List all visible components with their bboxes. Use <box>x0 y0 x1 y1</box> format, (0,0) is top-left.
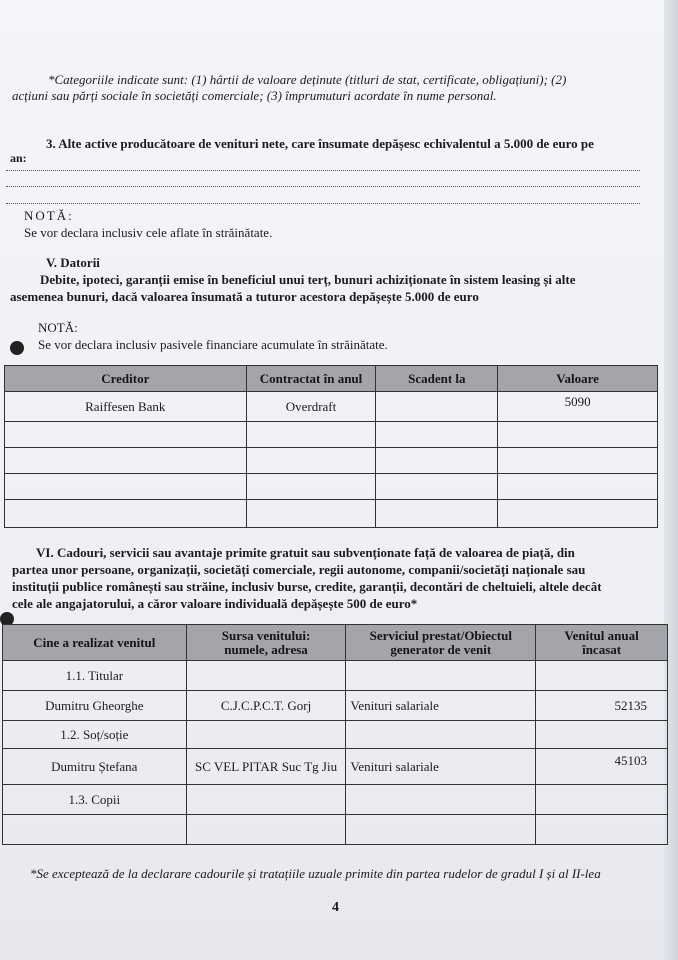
cell-venit <box>536 661 668 691</box>
header-scadent: Scadent la <box>376 366 498 392</box>
income-table <box>2 624 668 845</box>
dotted-line-3 <box>6 203 640 204</box>
cell-sursa <box>186 661 346 691</box>
header-serviciul: Serviciul prestat/Obiectul generator de venit <box>346 625 536 661</box>
cell-valoare <box>498 422 658 448</box>
cell-contractat <box>246 422 376 448</box>
table-row <box>5 474 658 500</box>
cell-creditor: Raiffesen Bank <box>5 392 247 422</box>
nota1-label: NOTĂ: <box>24 208 74 223</box>
cell-scadent <box>376 500 498 528</box>
cell-contractat: Overdraft <box>246 392 376 422</box>
nota2-label: NOTĂ: <box>38 320 78 335</box>
table-row <box>3 785 668 815</box>
cell-sursa: SC VEL PITAR Suc Tg Jiu <box>186 749 346 785</box>
cell-serviciul <box>346 785 536 815</box>
cell-valoare <box>498 474 658 500</box>
table-row <box>3 661 668 691</box>
cell-venit: 45103 <box>536 749 668 785</box>
section5-line1: Debite, ipoteci, garanții emise în beneficiul unui terț, bunuri achiziționate în sistem leasing și alte <box>40 272 576 287</box>
dotted-line-1 <box>6 170 640 171</box>
cell-scadent <box>376 392 498 422</box>
cell-contractat <box>246 500 376 528</box>
cell-cine: 1.2. Soț/soție <box>3 721 187 749</box>
cell-cine: Dumitru Gheorghe <box>3 691 187 721</box>
cell-creditor <box>5 500 247 528</box>
categories-note-line1: *Categoriile indicate sunt: (1) hârtii de valoare deținute (titluri de stat, certificate, obligațiuni); (2) <box>48 72 567 87</box>
cell-cine: Dumitru Ștefana <box>3 749 187 785</box>
table-row <box>3 749 668 785</box>
cell-serviciul: Venituri salariale <box>346 749 536 785</box>
cell-creditor <box>5 474 247 500</box>
header-sursa: Sursa venitului: numele, adresa <box>186 625 346 661</box>
section3-title-line1: 3. Alte active producătoare de venituri nete, care însumate depășesc echivalentul a 5.000 de euro pe <box>46 136 594 151</box>
cell-venit <box>536 721 668 749</box>
debts-header-row <box>5 366 658 392</box>
cell-sursa <box>186 815 346 845</box>
income-header-row <box>3 625 668 661</box>
cell-serviciul <box>346 815 536 845</box>
cell-scadent <box>376 474 498 500</box>
cell-scadent <box>376 422 498 448</box>
debts-table <box>4 365 658 528</box>
cell-cine: 1.1. Titular <box>3 661 187 691</box>
section6-line4: cele ale angajatorului, a căror valoare individuală depășește 500 de euro* <box>12 596 418 611</box>
table-row <box>3 691 668 721</box>
table-row <box>3 721 668 749</box>
table-row <box>5 392 658 422</box>
cell-serviciul: Venituri salariale <box>346 691 536 721</box>
cell-creditor <box>5 422 247 448</box>
cell-cine: 1.3. Copii <box>3 785 187 815</box>
header-contractat: Contractat în anul <box>246 366 376 392</box>
cell-scadent <box>376 448 498 474</box>
cell-valoare <box>498 500 658 528</box>
cell-valoare: 5090 <box>498 392 658 422</box>
cell-sursa <box>186 785 346 815</box>
header-venit: Venitul anual încasat <box>536 625 668 661</box>
section6-line3: instituții publice românești sau străine, inclusiv burse, credite, garanții, decontări de cheltuieli, altele decât <box>12 579 602 594</box>
table-row <box>3 815 668 845</box>
nota2-text: Se vor declara inclusiv pasivele financiare acumulate în străinătate. <box>38 337 388 352</box>
cell-serviciul <box>346 661 536 691</box>
cell-creditor <box>5 448 247 474</box>
cell-serviciul <box>346 721 536 749</box>
section5-line2: asemenea bunuri, dacă valoarea însumată a tuturor acestora depășește 5.000 de euro <box>10 289 479 304</box>
cell-contractat <box>246 474 376 500</box>
cell-cine <box>3 815 187 845</box>
table-row <box>5 422 658 448</box>
cell-valoare <box>498 448 658 474</box>
table-row <box>5 448 658 474</box>
dotted-line-2 <box>6 186 640 187</box>
hole-punch-mark <box>10 341 24 355</box>
table-row <box>5 500 658 528</box>
header-valoare: Valoare <box>498 366 658 392</box>
categories-note-line2: acțiuni sau părți sociale în societăți comerciale; (3) împrumuturi acordate în nume personal. <box>12 88 497 103</box>
cell-sursa <box>186 721 346 749</box>
section5-title: V. Datorii <box>46 255 100 270</box>
section3-title-line2: an: <box>10 151 27 165</box>
footnote: *Se exceptează de la declarare cadourile și tratațiile uzuale primite din partea rudelor de gradul I și al II-lea <box>30 866 601 881</box>
cell-venit <box>536 785 668 815</box>
cell-sursa: C.J.C.P.C.T. Gorj <box>186 691 346 721</box>
header-cine: Cine a realizat venitul <box>3 625 187 661</box>
cell-venit: 52135 <box>536 691 668 721</box>
cell-venit <box>536 815 668 845</box>
nota1-text: Se vor declara inclusiv cele aflate în străinătate. <box>24 225 273 240</box>
header-creditor: Creditor <box>5 366 247 392</box>
section6-line1: VI. Cadouri, servicii sau avantaje primite gratuit sau subvenționate față de valoarea de piață, din <box>36 545 575 560</box>
cell-contractat <box>246 448 376 474</box>
page-number: 4 <box>332 900 339 915</box>
section6-line2: partea unor persoane, organizații, societăți comerciale, regii autonome, companii/societăți naționale sau <box>12 562 586 577</box>
